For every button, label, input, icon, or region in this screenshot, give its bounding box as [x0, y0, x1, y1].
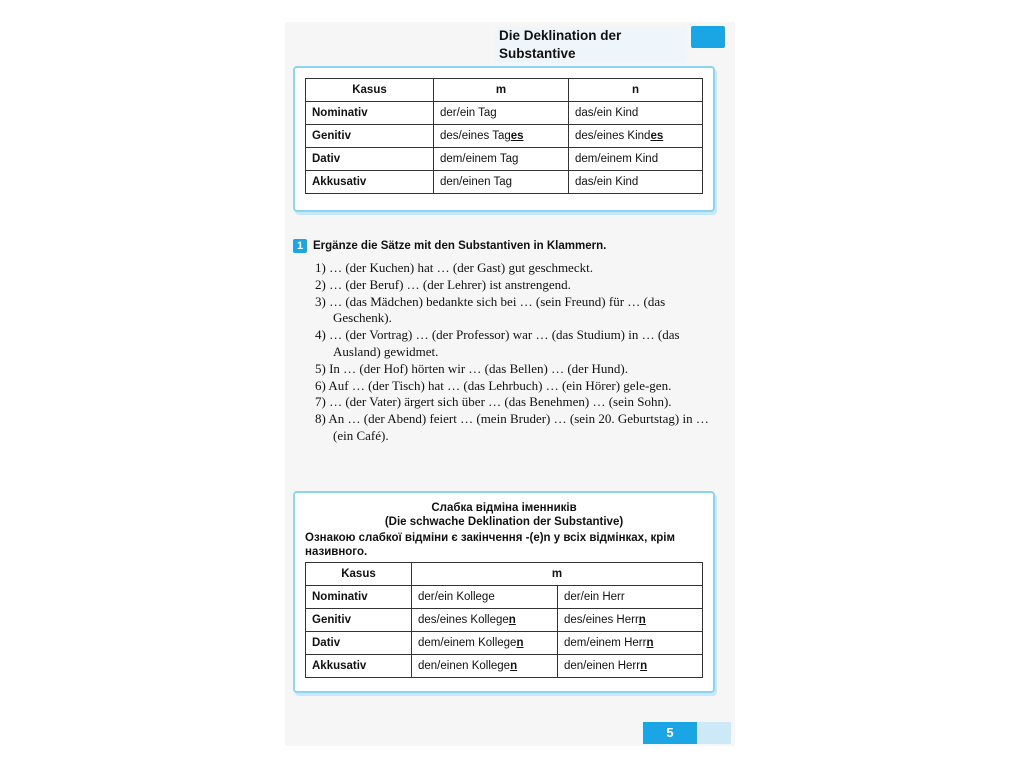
form-base: des/eines Herr — [564, 614, 639, 626]
form-cell: der/ein Kollege — [412, 586, 558, 609]
ending: n — [646, 637, 654, 649]
page-number: 5 — [643, 722, 697, 744]
exercise-number-badge: 1 — [293, 239, 307, 253]
exercise-heading — [293, 239, 606, 253]
exercise-item: 6) Auf … (der Tisch) hat … (das Lehrbuch) … (ein Hörer) gele-gen. — [315, 377, 672, 393]
weak-rule-note: Ознакою слабкої відміни є закінчення -(e)n у всіх відмінках, крім називного. — [305, 532, 675, 558]
table-row — [306, 125, 703, 148]
form-base: des/eines Tag — [440, 130, 511, 142]
masculine-cell: dem/einem Tag — [434, 148, 569, 171]
ending: n — [638, 614, 646, 626]
case-cell: Dativ — [306, 148, 434, 171]
exercise-item: 8) An … (der Abend) feiert … (mein Bruder) … (sein 20. Geburtstag) in … (ein Café). — [315, 411, 709, 443]
exercise-item: 2) … (der Beruf) … (der Lehrer) ist anstrengend. — [315, 276, 571, 292]
case-cell: Nominativ — [306, 102, 434, 125]
table-row — [306, 586, 703, 609]
weak-declension-box — [293, 491, 715, 693]
case-cell: Akkusativ — [306, 171, 434, 194]
masculine-cell: den/einen Tag — [434, 171, 569, 194]
column-header: m — [412, 563, 703, 586]
neuter-cell: das/ein Kind — [569, 102, 703, 125]
table-row — [306, 148, 703, 171]
table-row — [306, 171, 703, 194]
form-cell — [558, 655, 703, 678]
form-base: den/einen Herr — [564, 660, 641, 672]
form-base: den/einen Kollege — [418, 660, 511, 672]
case-cell: Dativ — [306, 632, 412, 655]
case-cell: Genitiv — [306, 125, 434, 148]
form-base: dem/einem Herr — [564, 637, 647, 649]
strong-declension-box — [293, 66, 715, 212]
exercise-item: 3) … (das Mädchen) bedankte sich bei … (sein Freund) für … (das Geschenk). — [315, 293, 666, 326]
exercise-item: 4) … (der Vortrag) … (der Professor) war … (das Studium) in … (das Ausland) gewidmet. — [315, 327, 680, 359]
case-cell: Nominativ — [306, 586, 412, 609]
ending: es — [650, 130, 664, 142]
form-base: des/eines Kind — [575, 130, 651, 142]
ending: n — [510, 660, 518, 672]
form-cell — [412, 655, 558, 678]
exercise-item: 5) In … (der Hof) hörten wir … (das Bellen) … (der Hund). — [315, 360, 628, 376]
column-header: n — [569, 79, 703, 102]
column-header: Kasus — [306, 79, 434, 102]
ending: es — [510, 130, 524, 142]
neuter-cell: das/ein Kind — [569, 171, 703, 194]
ending: n — [640, 660, 648, 672]
header-tab-decoration — [691, 26, 725, 48]
neuter-cell — [569, 125, 703, 148]
form-cell — [412, 609, 558, 632]
page-header — [495, 26, 725, 61]
neuter-cell: dem/einem Kind — [569, 148, 703, 171]
form-cell — [412, 632, 558, 655]
weak-declension-table — [305, 562, 703, 678]
exercise-instruction: Ergänze die Sätze mit den Substantiven in Klammern. — [313, 240, 607, 252]
weak-title-german: (Die schwache Deklination der Substantive) — [384, 516, 624, 528]
form-base: dem/einem Kollege — [418, 637, 517, 649]
exercise-list — [315, 260, 715, 445]
table-header-row — [306, 563, 703, 586]
textbook-page — [285, 22, 735, 746]
case-cell: Genitiv — [306, 609, 412, 632]
table-row — [306, 632, 703, 655]
ending: n — [508, 614, 516, 626]
column-header: m — [434, 79, 569, 102]
page-number-tab-decoration — [697, 722, 731, 744]
exercise-item: 1) … (der Kuchen) hat … (der Gast) gut geschmeckt. — [315, 260, 593, 275]
column-header: Kasus — [306, 563, 412, 586]
exercise-item: 7) … (der Vater) ärgert sich über … (das Benehmen) … (sein Sohn). — [315, 394, 672, 410]
page-title: Die Deklination der Substantive — [495, 27, 687, 63]
table-header-row — [306, 79, 703, 102]
masculine-cell: der/ein Tag — [434, 102, 569, 125]
table-row — [306, 102, 703, 125]
form-cell — [558, 609, 703, 632]
case-cell: Akkusativ — [306, 655, 412, 678]
table-row — [306, 655, 703, 678]
table-row — [306, 609, 703, 632]
form-cell — [558, 632, 703, 655]
masculine-cell — [434, 125, 569, 148]
strong-declension-table — [305, 78, 703, 194]
weak-title-ukrainian: Слабка відміна іменників — [431, 502, 577, 514]
form-cell: der/ein Herr — [558, 586, 703, 609]
ending: n — [516, 637, 524, 649]
form-base: des/eines Kollege — [418, 614, 509, 626]
